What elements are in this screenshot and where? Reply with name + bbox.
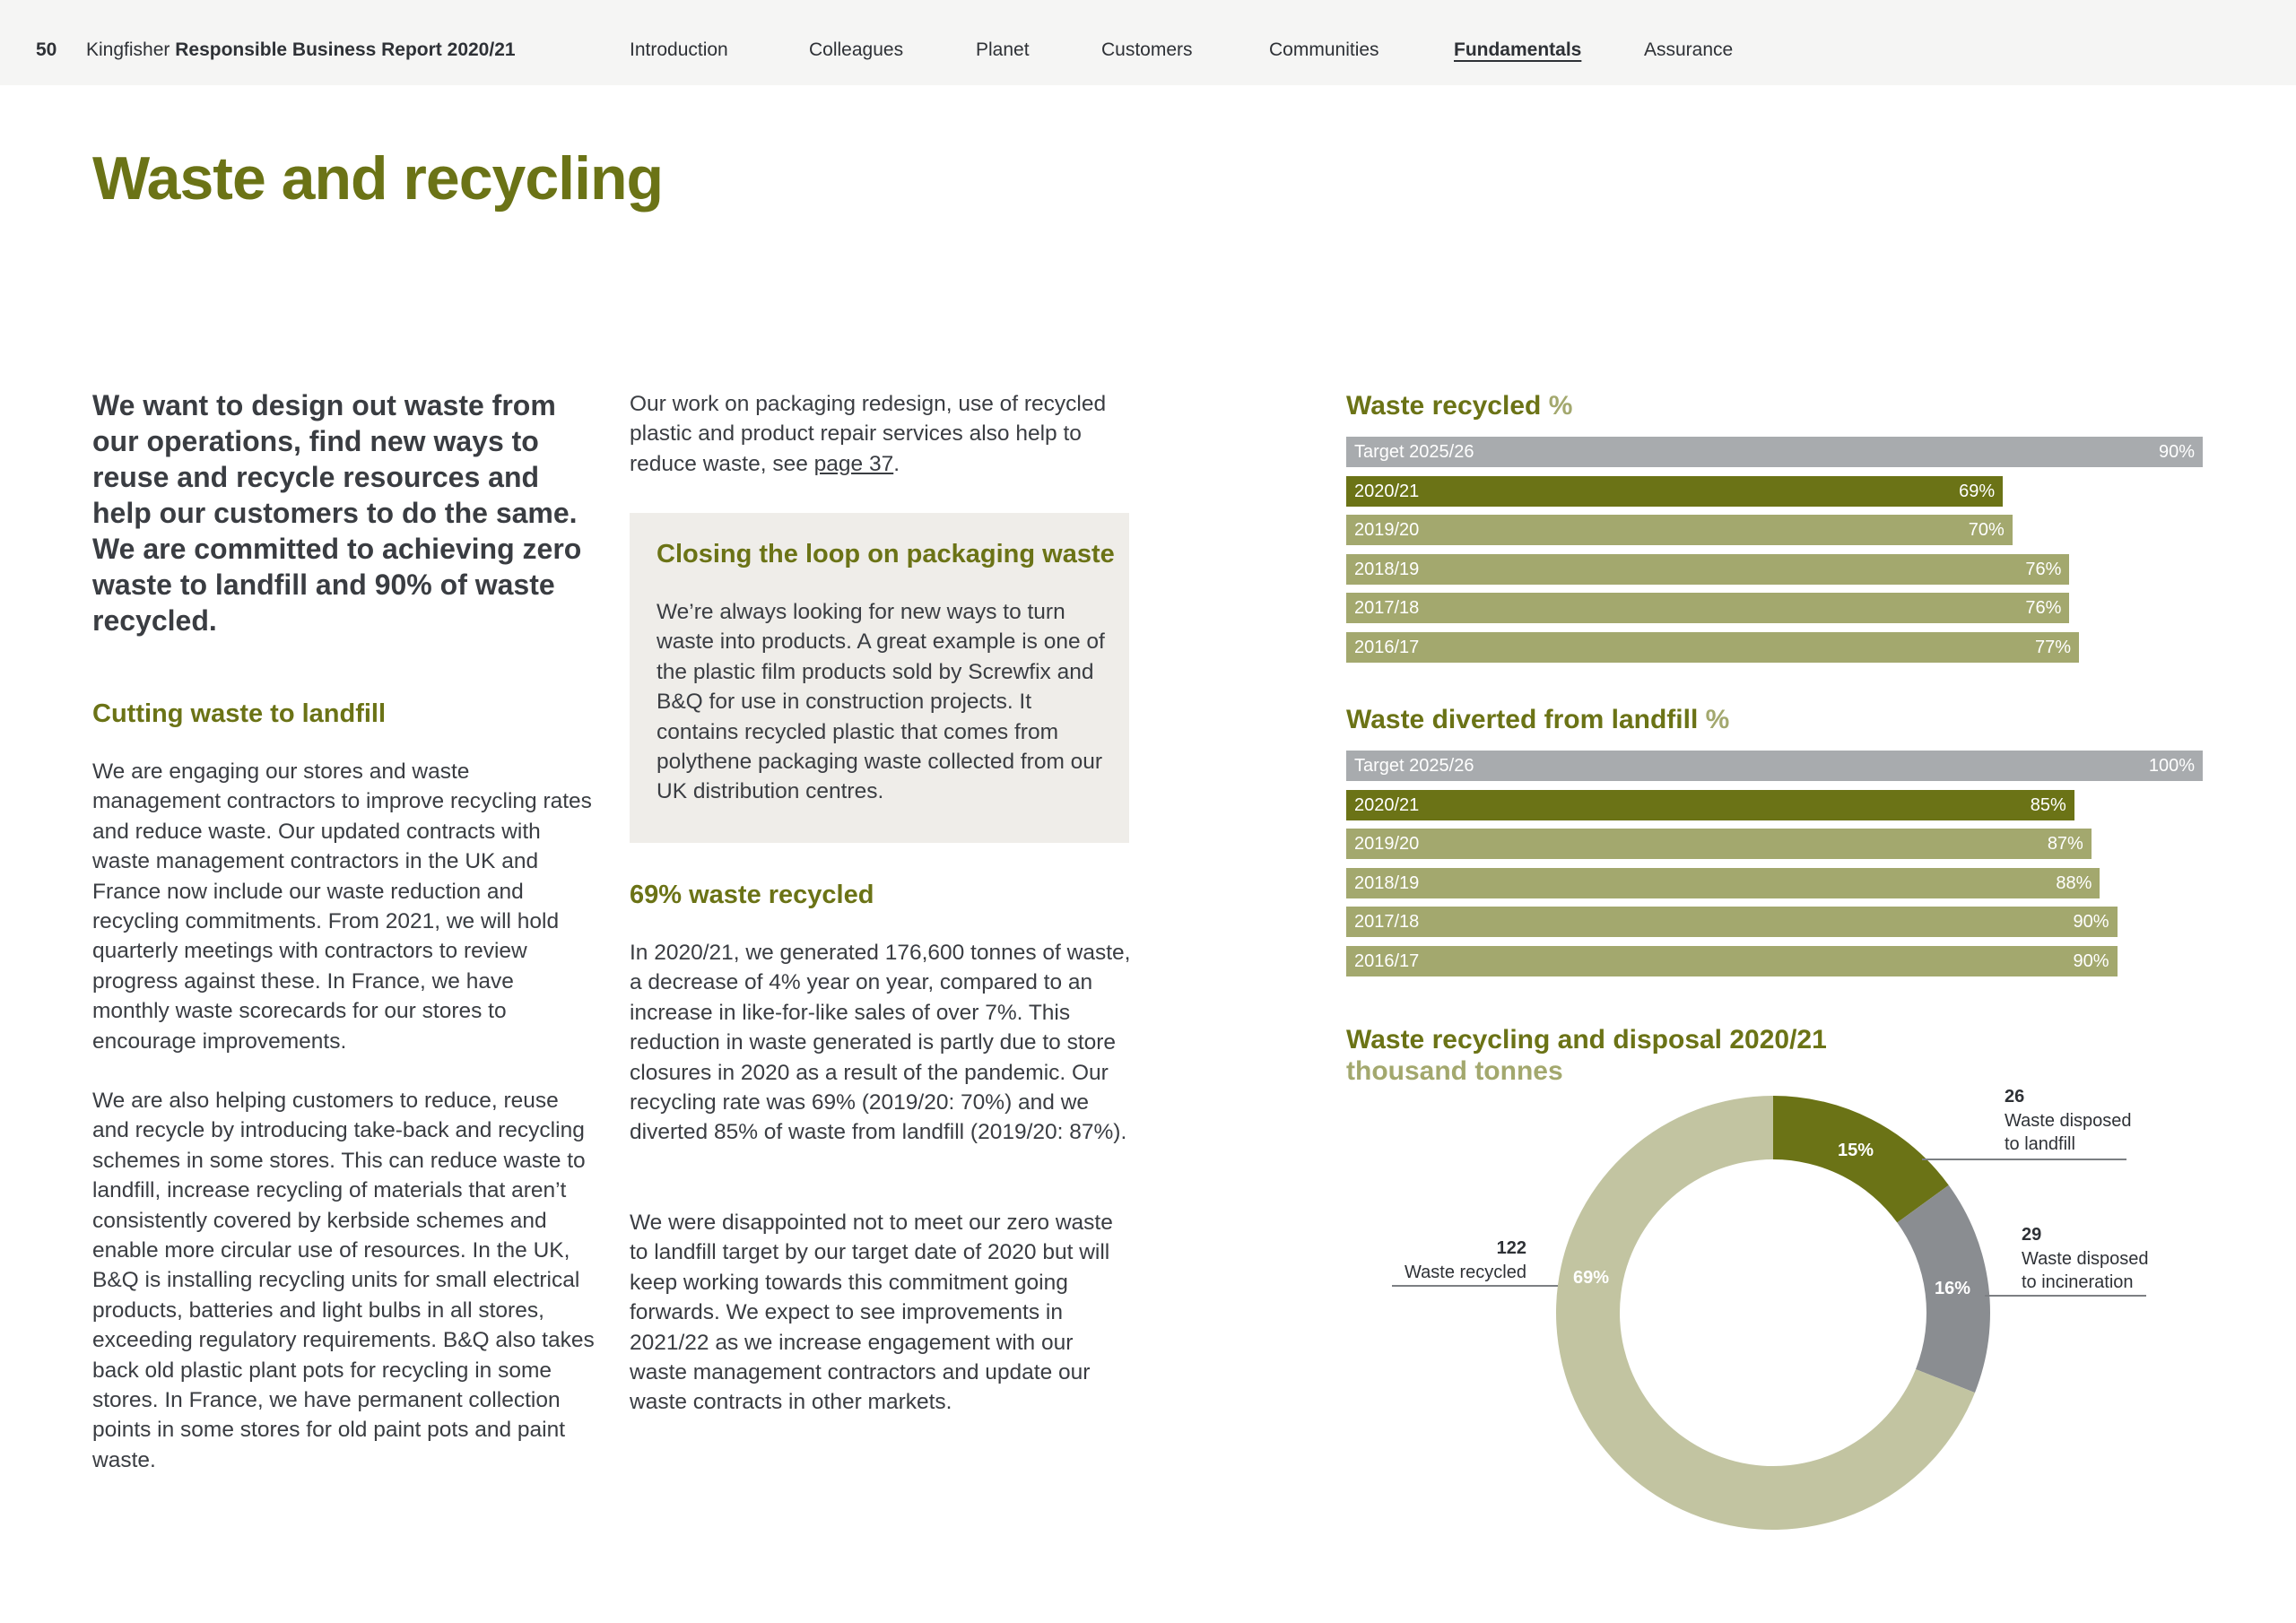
diverted-bar-label-4: 2017/18: [1354, 912, 1420, 933]
nav-communities[interactable]: Communities: [1269, 39, 1379, 60]
recycled-bar-label-4: 2017/18: [1354, 598, 1420, 619]
nav-colleagues[interactable]: Colleagues: [809, 39, 904, 60]
diverted-bar-value-3: 88%: [2056, 872, 2092, 893]
diverted-bar-label-0: Target 2025/26: [1354, 756, 1474, 776]
callout-recycled-value: 122: [1496, 1238, 1526, 1258]
top-navigation-bar: [0, 0, 2296, 85]
chart-disposal-subtitle: thousand tonnes: [1346, 1056, 1563, 1086]
recycled-bar-label-1: 2020/21: [1354, 481, 1420, 501]
recycled-bar-value-5: 77%: [2035, 638, 2072, 657]
diverted-bar-4: [1346, 907, 2118, 937]
slice-recycled-percent: 69%: [1573, 1268, 1610, 1288]
diverted-bar-label-1: 2020/21: [1354, 794, 1420, 815]
callout-landfill-leader: [1922, 1159, 2126, 1160]
chart-recycled-title-text: Waste recycled: [1346, 391, 1542, 421]
callout-incineration-leader: [1985, 1295, 2146, 1297]
recycled-bar-label-2: 2019/20: [1354, 520, 1420, 541]
nav-planet[interactable]: Planet: [976, 39, 1030, 60]
callout-incineration-label: [2022, 1247, 2149, 1294]
report-brand: Kingfisher: [86, 39, 170, 60]
page-title: Waste and recycling: [92, 144, 664, 213]
callout-recycled-leader: [1392, 1285, 1558, 1287]
callout-landfill-value: 26: [2005, 1087, 2025, 1107]
nav-fundamentals[interactable]: Fundamentals: [1454, 39, 1582, 60]
heading-cutting-waste: Cutting waste to landfill: [92, 699, 387, 728]
paragraph-landfill-1: We are engaging our stores and waste management contractors to improve recycling rates and reduce waste. Our updated contracts with waste management contractors in the UK and France now include our waste reduction and recycling commitments. From 2021, we will hold quarterly meetings with contractors to review progress against these. In France, we have monthly waste scorecards for our stores to encourage improvements.: [92, 759, 592, 1054]
diverted-bar-0: [1346, 751, 2203, 781]
recycled-bar-value-1: 69%: [1959, 481, 1996, 501]
nav-customers[interactable]: Customers: [1101, 39, 1193, 60]
report-name: Responsible Business Report 2020/21: [175, 39, 516, 60]
paragraph-packaging: [630, 389, 1114, 479]
recycled-bar-label-0: Target 2025/26: [1354, 442, 1474, 462]
recycled-bar-2: [1346, 515, 2013, 545]
nav-introduction[interactable]: Introduction: [630, 39, 728, 60]
diverted-bar-label-2: 2019/20: [1354, 834, 1420, 855]
case-study-text: We’re always looking for new ways to turn waste into products. A great example is one of the plastic film products sold by Screwfix and B&Q for use in construction projects. It contains recycled plastic that comes from polythene packaging waste collected from our UK distribution centres.: [657, 600, 1105, 804]
chart-disposal-title: Waste recycling and disposal 2020/21: [1346, 1025, 1827, 1055]
chart-diverted-unit: %: [1705, 705, 1730, 734]
recycled-bar-value-4: 76%: [2025, 598, 2062, 619]
slice-incineration-percent: 16%: [1935, 1279, 1971, 1298]
page-number: 50: [36, 39, 57, 60]
chart-diverted-title: [1346, 705, 1729, 735]
diverted-bar-1: [1346, 790, 2074, 820]
donut-chart-area: [1346, 1076, 2243, 1542]
case-study-title: Closing the loop on packaging waste: [657, 540, 1115, 568]
paragraph-recycled-2: We were disappointed not to meet our zero waste to landfill target by our target date of 2020 but will keep working towards this commitment going forwards. We expect to see improvements in 2021/22 as we increase engagement with our waste management contractors and update our waste contracts in other markets.: [630, 1211, 1113, 1415]
case-study-box: [630, 513, 1129, 843]
nav-assurance[interactable]: Assurance: [1644, 39, 1734, 60]
paragraph-recycled-1: In 2020/21, we generated 176,600 tonnes of waste, a decrease of 4% year on year, compared to an increase in like-for-like sales of over 7%. This reduction in waste generated is partly due to store closures in 2020 as a result of the pandemic. Our recycling rate was 69% (2019/20: 70%) and we diverted 85% of waste from landfill (2019/20: 87%).: [630, 941, 1131, 1145]
paragraph-landfill-2: We are also helping customers to reduce, reuse and recycle by introducing take-back and recycling schemes in some stores. This can reduce waste to landfill, increase recycling of materials that aren’t consistently covered by kerbside schemes and enable more circular use of resources. In the UK, B&Q is installing recycling units for small electrical products, batteries and light bulbs in all stores, exceeding regulatory requirements. B&Q also takes back old plastic plant pots for recycling in some stores. In France, we have permanent collection points in some stores for old paint pots and paint waste.: [92, 1089, 595, 1472]
diverted-bar-value-4: 90%: [2073, 912, 2109, 933]
callout-landfill-label: [2005, 1109, 2132, 1156]
diverted-bar-value-0: 100%: [2148, 756, 2195, 776]
callout-incineration-line2: to incineration: [2022, 1272, 2134, 1292]
recycled-bar-1: [1346, 476, 2003, 507]
recycled-bar-label-3: 2018/19: [1354, 559, 1420, 579]
callout-landfill-line1: Waste disposed: [2005, 1111, 2132, 1131]
callout-incineration-value: 29: [2022, 1225, 2042, 1245]
recycled-bar-4: [1346, 593, 2069, 623]
page-37-link[interactable]: page 37: [813, 451, 894, 476]
packaging-end: .: [893, 451, 900, 476]
diverted-bar-3: [1346, 868, 2100, 898]
report-title: [86, 39, 516, 61]
diverted-bar-5: [1346, 946, 2118, 976]
diverted-bar-value-2: 87%: [2047, 834, 2083, 855]
callout-recycled-label: Waste recycled: [1405, 1263, 1526, 1282]
recycled-bar-value-2: 70%: [1968, 520, 2005, 541]
recycled-bar-value-3: 76%: [2025, 559, 2062, 579]
slice-landfill-percent: 15%: [1838, 1141, 1874, 1160]
diverted-bar-value-5: 90%: [2073, 951, 2109, 971]
heading-waste-recycled: 69% waste recycled: [630, 881, 874, 909]
packaging-text: Our work on packaging redesign, use of recycled plastic and product repair services also help to reduce waste, see: [630, 392, 1107, 476]
diverted-bar-value-1: 85%: [2030, 794, 2066, 815]
recycled-bar-0: [1346, 437, 2203, 467]
intro-statement: We want to design out waste from our operations, find new ways to reuse and recycle resources and help our customers to do the same. We are committed to achieving zero waste to landfill and 90% of waste recycled.: [92, 389, 582, 637]
recycled-bar-3: [1346, 554, 2069, 585]
recycled-bar-5: [1346, 632, 2079, 663]
recycled-bar-value-0: 90%: [2158, 442, 2195, 462]
chart-diverted-title-text: Waste diverted from landfill: [1346, 705, 1699, 734]
callout-incineration-line1: Waste disposed: [2022, 1249, 2149, 1269]
diverted-bar-label-3: 2018/19: [1354, 872, 1420, 893]
diverted-bar-2: [1346, 829, 2092, 859]
diverted-bar-label-5: 2016/17: [1354, 951, 1420, 971]
chart-recycled-title: [1346, 391, 1572, 421]
chart-recycled-unit: %: [1548, 391, 1573, 421]
recycled-bar-label-5: 2016/17: [1354, 638, 1420, 657]
callout-landfill-line2: to landfill: [2005, 1134, 2075, 1154]
